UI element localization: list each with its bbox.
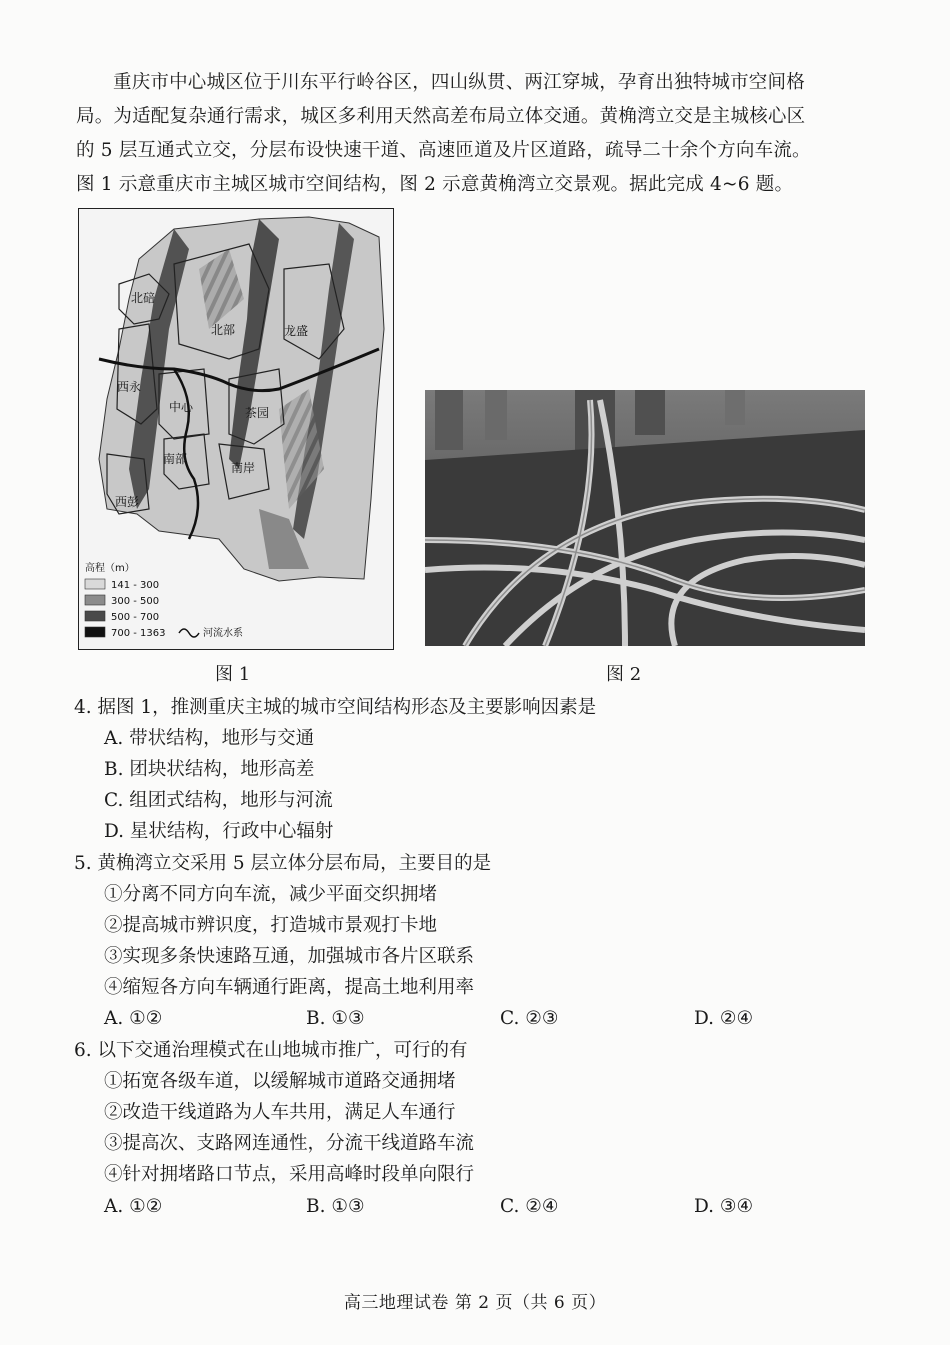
question-6-item: ①拓宽各级车道，以缓解城市道路交通拥堵 [104, 1071, 456, 1092]
legend-label: 141 - 300 [111, 580, 160, 591]
intro-line: 重庆市中心城区位于川东平行岭谷区，四山纵贯、两江穿城，孕育出独特城市空间格 [113, 72, 805, 93]
map-legend [85, 561, 243, 639]
question-5-stem: 5. 黄桷湾立交采用 5 层立体分层布局，主要目的是 [74, 853, 492, 874]
legend-swatch [85, 627, 105, 637]
elevation-map [79, 209, 393, 649]
question-6-choice: B. ①③ [306, 1196, 365, 1217]
figure-1-map [78, 208, 394, 650]
intro-line: 图 1 示意重庆市主城区城市空间结构，图 2 示意黄桷湾立交景观。据此完成 4~6 题。 [76, 174, 794, 195]
figure-2-caption: 图 2 [606, 664, 642, 685]
hillside [425, 430, 865, 646]
intro-paragraph [76, 66, 866, 202]
district-label: 北部 [211, 323, 236, 337]
question-4-option: D. 星状结构，行政中心辐射 [104, 821, 334, 842]
interchange-photo [425, 390, 865, 646]
figure-1-caption: 图 1 [215, 664, 251, 685]
question-6-item: ④针对拥堵路口节点，采用高峰时段单向限行 [104, 1164, 475, 1185]
figure-2-photo [425, 390, 865, 646]
building [725, 390, 745, 425]
district-label: 北碚 [131, 291, 156, 305]
question-5-item: ①分离不同方向车流，减少平面交织拥堵 [104, 884, 438, 905]
question-6-choice: C. ②④ [500, 1196, 559, 1217]
question-5-choice: A. ①② [104, 1008, 163, 1029]
district-label: 茶园 [245, 406, 270, 420]
legend-swatch [85, 579, 105, 589]
legend-label: 300 - 500 [111, 596, 160, 607]
question-4-stem: 4. 据图 1，推测重庆主城的城市空间结构形态及主要影响因素是 [74, 697, 597, 718]
question-6-item: ③提高次、支路网连通性，分流干线道路车流 [104, 1133, 475, 1154]
question-6-choice: A. ①② [104, 1196, 163, 1217]
building [485, 390, 507, 440]
district-label: 南岸 [231, 461, 256, 475]
legend-label: 河流水系 [203, 628, 243, 639]
building [435, 390, 463, 450]
question-5-item: ②提高城市辨识度，打造城市景观打卡地 [104, 915, 438, 936]
building [635, 390, 665, 435]
question-5-choice: C. ②③ [500, 1008, 559, 1029]
district-label: 中心 [169, 400, 194, 414]
river-legend-icon [179, 629, 199, 637]
question-4-option: B. 团块状结构，地形高差 [104, 759, 315, 780]
question-5-choice: D. ②④ [694, 1008, 754, 1029]
question-5-item: ④缩短各方向车辆通行距离，提高土地利用率 [104, 977, 475, 998]
legend-swatch [85, 611, 105, 621]
question-6-choice: D. ③④ [694, 1196, 754, 1217]
question-6-item: ②改造干线道路为人车共用，满足人车通行 [104, 1102, 456, 1123]
intro-line: 的 5 层互通式立交，分层布设快速干道、高速匝道及片区道路，疏导二十余个方向车流。 [76, 140, 811, 161]
district-label: 南部 [163, 452, 188, 466]
district-label: 龙盛 [284, 324, 309, 338]
district-label: 西彭 [115, 495, 140, 509]
page-footer: 高三地理试卷 第 2 页（共 6 页） [343, 1293, 607, 1313]
question-4-option: C. 组团式结构，地形与河流 [104, 790, 333, 811]
intro-line: 局。为适配复杂通行需求，城区多利用天然高差布局立体交通。黄桷湾立交是主城核心区 [76, 106, 806, 127]
legend-label: 500 - 700 [111, 612, 160, 623]
question-4-option: A. 带状结构，地形与交通 [104, 728, 315, 749]
question-6-stem: 6. 以下交通治理模式在山地城市推广，可行的有 [74, 1040, 468, 1061]
district-label: 西永 [117, 380, 142, 394]
legend-title: 高程（m） [85, 563, 135, 574]
question-5-choice: B. ①③ [306, 1008, 365, 1029]
question-5-item: ③实现多条快速路互通，加强城市各片区联系 [104, 946, 475, 967]
legend-swatch [85, 595, 105, 605]
legend-label: 700 - 1363 [111, 628, 166, 639]
